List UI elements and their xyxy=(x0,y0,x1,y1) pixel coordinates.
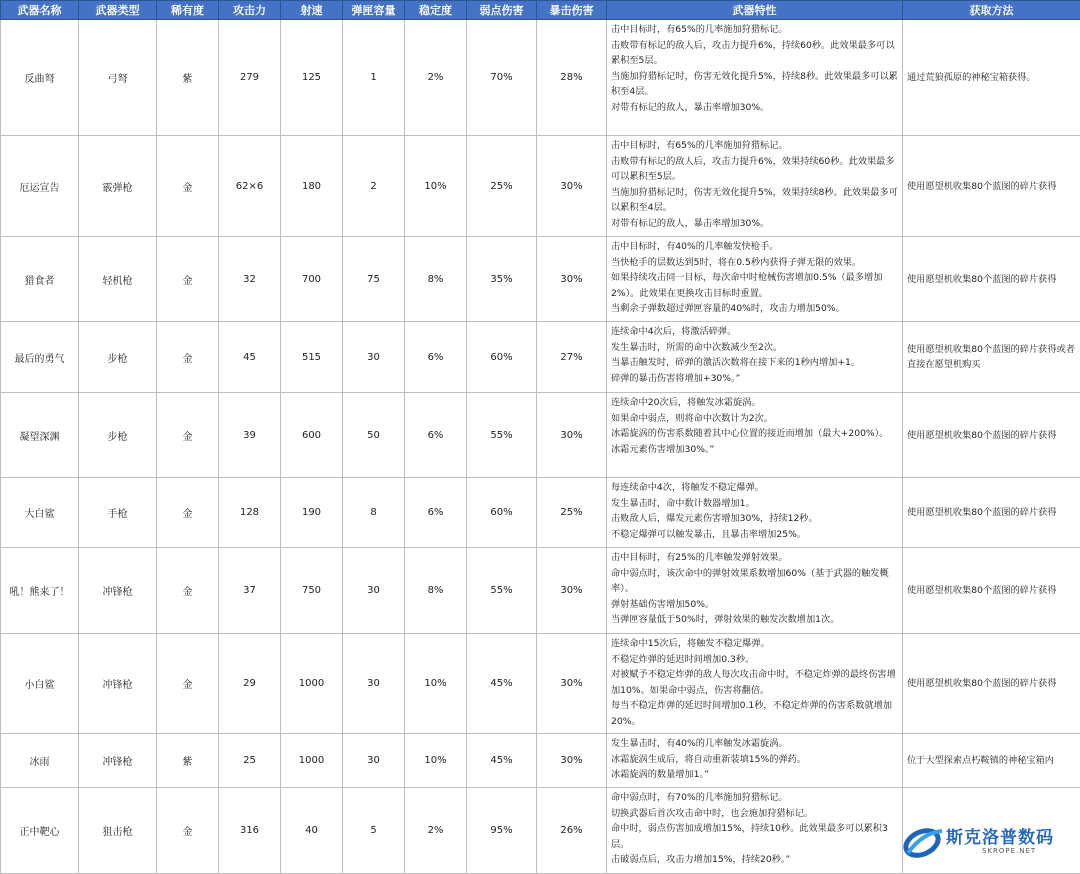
weapon-traits-cell xyxy=(607,548,903,634)
trait-line: 击败敌人后，爆发元素伤害增加30%，持续12秒。 xyxy=(611,511,898,527)
acquisition-cell: 使用愿望机收集80个蓝图的碎片获得 xyxy=(903,634,1080,734)
weakspot-damage-cell: 70% xyxy=(467,20,537,136)
weapon-name-cell: 最后的勇气 xyxy=(1,322,79,393)
fire-rate-cell: 125 xyxy=(281,20,343,136)
weakspot-damage-cell: 25% xyxy=(467,136,537,237)
table-row xyxy=(1,237,1080,322)
fire-rate-cell: 1000 xyxy=(281,634,343,734)
header-fire-rate: 射速 xyxy=(281,1,343,20)
weapon-type-cell: 霰弹枪 xyxy=(79,136,157,237)
trait-line: 对带有标记的敌人，暴击率增加30%。 xyxy=(611,100,898,116)
crit-damage-cell: 26% xyxy=(537,788,607,874)
weapon-name-cell: 正中靶心 xyxy=(1,788,79,874)
attack-cell: 62×6 xyxy=(219,136,281,237)
magazine-cell: 50 xyxy=(343,393,405,478)
trait-line: 连续命中20次后，将触发冰霜旋涡。 xyxy=(611,395,898,411)
table-row xyxy=(1,634,1080,734)
weapon-type-cell: 步枪 xyxy=(79,322,157,393)
crit-damage-cell: 30% xyxy=(537,136,607,237)
stability-cell: 10% xyxy=(405,634,467,734)
trait-line: 当剩余子弹数超过弹匣容量的40%时，攻击力增加50%。 xyxy=(611,301,898,317)
weapon-type-cell: 冲锋枪 xyxy=(79,634,157,734)
trait-line: 击中目标时，有65%的几率施加狩猎标记。 xyxy=(611,22,898,38)
table-header-row xyxy=(1,1,1080,20)
table-row xyxy=(1,478,1080,548)
weakspot-damage-cell: 60% xyxy=(467,478,537,548)
magazine-cell: 30 xyxy=(343,734,405,788)
trait-line: 如果持续攻击同一目标，每次命中时枪械伤害增加0.5%（最多增加2%）。此效果在更换攻击目标时重置。 xyxy=(611,270,898,301)
acquisition-cell: 使用愿望机收集80个蓝图的碎片获得 xyxy=(903,478,1080,548)
rarity-cell: 金 xyxy=(157,788,219,874)
crit-damage-cell: 30% xyxy=(537,548,607,634)
stability-cell: 6% xyxy=(405,322,467,393)
header-rarity: 稀有度 xyxy=(157,1,219,20)
acquisition-cell: 使用愿望机收集80个蓝图的碎片获得 xyxy=(903,548,1080,634)
stability-cell: 10% xyxy=(405,734,467,788)
trait-line: 当暴击触发时，碎弹的激活次数将在接下来的1秒内增加+1。 xyxy=(611,355,898,371)
weapon-traits-cell xyxy=(607,478,903,548)
attack-cell: 32 xyxy=(219,237,281,322)
weapon-name-cell: 猎食者 xyxy=(1,237,79,322)
trait-line: 发生暴击时，所需的命中次数减少至2次。 xyxy=(611,340,898,356)
magazine-cell: 30 xyxy=(343,634,405,734)
table-row xyxy=(1,734,1080,788)
weapon-name-cell: 反曲弩 xyxy=(1,20,79,136)
weakspot-damage-cell: 60% xyxy=(467,322,537,393)
attack-cell: 25 xyxy=(219,734,281,788)
trait-line: 不稳定爆弹可以触发暴击，且暴击率增加25%。 xyxy=(611,527,898,543)
weapon-name-cell: 小白鲨 xyxy=(1,634,79,734)
header-weakspot: 弱点伤害 xyxy=(467,1,537,20)
stability-cell: 6% xyxy=(405,478,467,548)
trait-line: 击中目标时，有40%的几率触发快枪手。 xyxy=(611,239,898,255)
weakspot-damage-cell: 95% xyxy=(467,788,537,874)
attack-cell: 128 xyxy=(219,478,281,548)
header-type: 武器类型 xyxy=(79,1,157,20)
weapon-type-cell: 手枪 xyxy=(79,478,157,548)
table-row xyxy=(1,393,1080,478)
trait-line: 每当不稳定炸弹的延迟时间增加0.1秒，不稳定炸弹的伤害系数就增加20%。 xyxy=(611,698,898,729)
magazine-cell: 30 xyxy=(343,548,405,634)
trait-line: 发生暴击时，命中数计数器增加1。 xyxy=(611,496,898,512)
table-row xyxy=(1,548,1080,634)
weapon-traits-cell xyxy=(607,20,903,136)
trait-line: 命中弱点时，有70%的几率施加狩猎标记。 xyxy=(611,790,898,806)
header-magazine: 弹匣容量 xyxy=(343,1,405,20)
magazine-cell: 5 xyxy=(343,788,405,874)
trait-line: 命中弱点时，该次命中的弹射效果系数增加60%（基于武器的触发概率）。 xyxy=(611,566,898,597)
weapon-type-cell: 狙击枪 xyxy=(79,788,157,874)
crit-damage-cell: 30% xyxy=(537,634,607,734)
weapon-traits-cell xyxy=(607,734,903,788)
acquisition-cell: 使用愿望机收集80个蓝图的碎片获得 xyxy=(903,136,1080,237)
trait-line: 冰霜旋涡的数量增加1。” xyxy=(611,767,898,783)
header-crit: 暴击伤害 xyxy=(537,1,607,20)
trait-line: 击破弱点后，攻击力增加15%，持续20秒。” xyxy=(611,852,898,868)
trait-line: 发生暴击时，有40%的几率触发冰霜旋涡。 xyxy=(611,736,898,752)
rarity-cell: 紫 xyxy=(157,20,219,136)
trait-line: 如果命中弱点，则将命中次数计为2次。 xyxy=(611,411,898,427)
weapon-type-cell: 冲锋枪 xyxy=(79,548,157,634)
rarity-cell: 金 xyxy=(157,478,219,548)
trait-line: 连续命中15次后，将触发不稳定爆弹。 xyxy=(611,636,898,652)
fire-rate-cell: 700 xyxy=(281,237,343,322)
table-row xyxy=(1,322,1080,393)
attack-cell: 316 xyxy=(219,788,281,874)
crit-damage-cell: 30% xyxy=(537,734,607,788)
fire-rate-cell: 600 xyxy=(281,393,343,478)
swoosh-logo-icon xyxy=(902,823,946,863)
weapon-type-cell: 弓弩 xyxy=(79,20,157,136)
weapon-name-cell: 厄运宣告 xyxy=(1,136,79,237)
weapon-type-cell: 冲锋枪 xyxy=(79,734,157,788)
attack-cell: 37 xyxy=(219,548,281,634)
weapon-name-cell: 凝望深渊 xyxy=(1,393,79,478)
magazine-cell: 75 xyxy=(343,237,405,322)
trait-line: 碎弹的暴击伤害将增加+30%。” xyxy=(611,371,898,387)
weapon-name-cell: 大白鲨 xyxy=(1,478,79,548)
fire-rate-cell: 750 xyxy=(281,548,343,634)
fire-rate-cell: 40 xyxy=(281,788,343,874)
rarity-cell: 金 xyxy=(157,136,219,237)
weapon-type-cell: 步枪 xyxy=(79,393,157,478)
magazine-cell: 1 xyxy=(343,20,405,136)
magazine-cell: 30 xyxy=(343,322,405,393)
header-source: 获取方法 xyxy=(903,1,1080,20)
trait-line: 对被赋予不稳定炸弹的敌人每次攻击命中时，不稳定炸弹的最终伤害增加10%。如果命中弱点，伤害将翻倍。 xyxy=(611,667,898,698)
crit-damage-cell: 28% xyxy=(537,20,607,136)
watermark xyxy=(902,819,1072,867)
fire-rate-cell: 190 xyxy=(281,478,343,548)
trait-line: 连续命中4次后，将激活碎弹。 xyxy=(611,324,898,340)
attack-cell: 45 xyxy=(219,322,281,393)
stability-cell: 8% xyxy=(405,548,467,634)
weapon-type-cell: 轻机枪 xyxy=(79,237,157,322)
rarity-cell: 金 xyxy=(157,393,219,478)
trait-line: 对带有标记的敌人，暴击率增加30%。 xyxy=(611,216,898,232)
fire-rate-cell: 180 xyxy=(281,136,343,237)
trait-line: 冰霜旋涡的伤害系数随着其中心位置的接近而增加（最大+200%）。 xyxy=(611,426,898,442)
trait-line: 当施加狩猎标记时，伤害无效化提升5%，持续8秒。此效果最多可以累积至4层。 xyxy=(611,69,898,100)
trait-line: 冰霜元素伤害增加30%。” xyxy=(611,442,898,458)
weapon-name-cell: 冰雨 xyxy=(1,734,79,788)
trait-line: 击中目标时，有25%的几率触发弹射效果。 xyxy=(611,550,898,566)
acquisition-cell: 使用愿望机收集80个蓝图的碎片获得或者直接在愿望机购买 xyxy=(903,322,1080,393)
trait-line: 击中目标时，有65%的几率施加狩猎标记。 xyxy=(611,138,898,154)
rarity-cell: 紫 xyxy=(157,734,219,788)
weapon-traits-cell xyxy=(607,634,903,734)
stability-cell: 8% xyxy=(405,237,467,322)
stability-cell: 2% xyxy=(405,788,467,874)
trait-line: 切换武器后首次攻击命中时，也会施加狩猎标记。 xyxy=(611,806,898,822)
weapon-traits-cell xyxy=(607,393,903,478)
weakspot-damage-cell: 45% xyxy=(467,734,537,788)
fire-rate-cell: 515 xyxy=(281,322,343,393)
trait-line: 击败带有标记的敌人后，攻击力提升6%，效果持续60秒。此效果最多可以累积至5层。 xyxy=(611,154,898,185)
header-traits: 武器特性 xyxy=(607,1,903,20)
trait-line: 不稳定炸弹的延迟时间增加0.3秒。 xyxy=(611,652,898,668)
header-attack: 攻击力 xyxy=(219,1,281,20)
trait-line: 冰霜旋涡生成后，将自动重新装填15%的弹药。 xyxy=(611,752,898,768)
crit-damage-cell: 25% xyxy=(537,478,607,548)
header-stability: 稳定度 xyxy=(405,1,467,20)
acquisition-cell: 通过荒狼孤原的神秘宝箱获得。 xyxy=(903,20,1080,136)
weapon-traits-cell xyxy=(607,788,903,874)
attack-cell: 279 xyxy=(219,20,281,136)
acquisition-cell: 位于大型探索点朽鞍镇的神秘宝箱内 xyxy=(903,734,1080,788)
trait-line: 当快枪手的层数达到5时，将在0.5秒内获得子弹无限的效果。 xyxy=(611,255,898,271)
attack-cell: 39 xyxy=(219,393,281,478)
trait-line: 每连续命中4次，将触发不稳定爆弹。 xyxy=(611,480,898,496)
trait-line: 命中时，弱点伤害加成增加15%，持续10秒。此效果最多可以累积3层。 xyxy=(611,821,898,852)
stability-cell: 2% xyxy=(405,20,467,136)
magazine-cell: 2 xyxy=(343,136,405,237)
watermark-brand: 斯克洛普数码 xyxy=(946,823,1054,848)
crit-damage-cell: 30% xyxy=(537,393,607,478)
weapon-traits-cell xyxy=(607,237,903,322)
table-row xyxy=(1,20,1080,136)
crit-damage-cell: 27% xyxy=(537,322,607,393)
crit-damage-cell: 30% xyxy=(537,237,607,322)
weapon-traits-cell xyxy=(607,136,903,237)
magazine-cell: 8 xyxy=(343,478,405,548)
table-row xyxy=(1,136,1080,237)
weakspot-damage-cell: 55% xyxy=(467,548,537,634)
header-name: 武器名称 xyxy=(1,1,79,20)
attack-cell: 29 xyxy=(219,634,281,734)
rarity-cell: 金 xyxy=(157,322,219,393)
trait-line: 当弹匣容量低于50%时，弹射效果的触发次数增加1次。 xyxy=(611,612,898,628)
weapon-name-cell: 吼！熊来了！ xyxy=(1,548,79,634)
trait-line: 当施加狩猎标记时，伤害无效化提升5%，效果持续8秒。此效果最多可以累积至4层。 xyxy=(611,185,898,216)
weakspot-damage-cell: 35% xyxy=(467,237,537,322)
weakspot-damage-cell: 55% xyxy=(467,393,537,478)
rarity-cell: 金 xyxy=(157,548,219,634)
weapon-traits-cell xyxy=(607,322,903,393)
stability-cell: 6% xyxy=(405,393,467,478)
stability-cell: 10% xyxy=(405,136,467,237)
trait-line: 弹射基础伤害增加50%。 xyxy=(611,597,898,613)
weakspot-damage-cell: 45% xyxy=(467,634,537,734)
rarity-cell: 金 xyxy=(157,634,219,734)
acquisition-cell: 使用愿望机收集80个蓝图的碎片获得 xyxy=(903,237,1080,322)
fire-rate-cell: 1000 xyxy=(281,734,343,788)
watermark-site: SKROPE.NET xyxy=(982,847,1036,855)
acquisition-cell: 使用愿望机收集80个蓝图的碎片获得 xyxy=(903,393,1080,478)
rarity-cell: 金 xyxy=(157,237,219,322)
trait-line: 击败带有标记的敌人后，攻击力提升6%，持续60秒。此效果最多可以累积至5层。 xyxy=(611,38,898,69)
